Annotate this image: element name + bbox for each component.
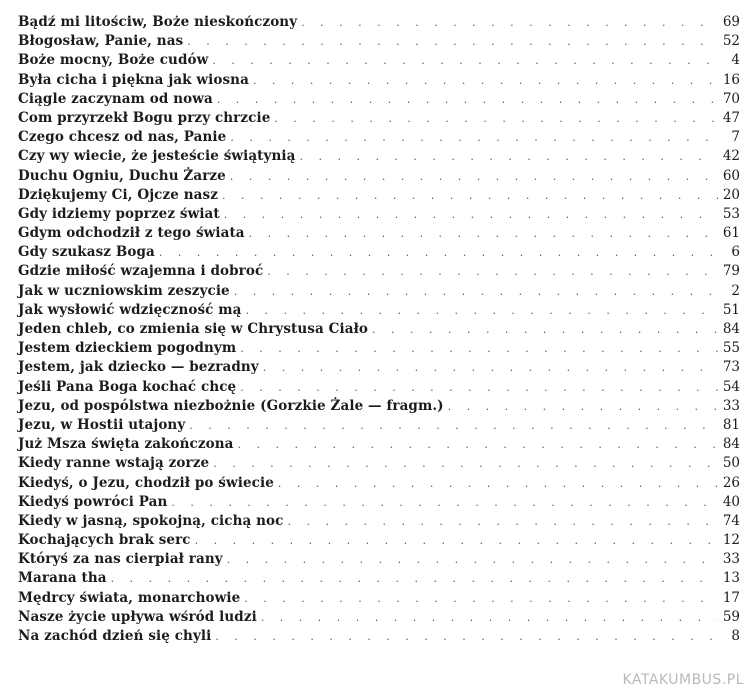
dot-leader — [226, 128, 718, 147]
entry-page-number: 84 — [722, 321, 740, 337]
entry-page-number: 60 — [722, 167, 740, 184]
entry-page-number: 53 — [722, 205, 740, 222]
dot-leader — [167, 493, 718, 512]
dot-leader — [240, 589, 718, 608]
dot-leader — [223, 550, 718, 569]
entry-page-number: 17 — [722, 589, 740, 606]
entry-page-number: 54 — [722, 378, 740, 395]
entry-title: Jezu, w Hostii utajony — [18, 416, 186, 433]
index-entry — [18, 301, 740, 320]
index-entry — [18, 32, 740, 51]
dot-leader — [208, 51, 718, 70]
entry-page-number: 33 — [722, 397, 740, 414]
entry-title: Kiedy w jasną, spokojną, cichą noc — [18, 512, 284, 529]
index-entry — [18, 51, 740, 70]
index-entry — [18, 627, 740, 646]
index-entry — [18, 224, 740, 243]
dot-leader — [185, 416, 718, 435]
entry-title: Gdym odchodził z tego świata — [18, 225, 245, 242]
entry-title: Boże mocny, Boże cudów — [18, 52, 209, 69]
entry-title: Kiedyś, o Jezu, chodził po świecie — [18, 474, 274, 491]
entry-title: Com przyrzekł Bogu przy chrzcie — [18, 109, 271, 126]
dot-leader — [249, 71, 718, 90]
index-entry — [18, 128, 740, 147]
index-entry — [18, 569, 740, 588]
entry-title: Któryś za nas cierpiał rany — [18, 551, 223, 568]
entry-title: Jak w uczniowskim zeszycie — [18, 282, 230, 299]
entry-page-number: 70 — [722, 90, 740, 107]
entry-page-number: 52 — [722, 33, 740, 50]
entry-page-number: 20 — [722, 186, 740, 203]
index-entry — [18, 167, 740, 186]
entry-title: Jestem dzieckiem pogodnym — [18, 340, 237, 357]
entry-title: Jeśli Pana Boga kochać chcę — [18, 378, 237, 395]
entry-page-number: 13 — [722, 570, 740, 587]
dot-leader — [245, 224, 718, 243]
entry-page-number: 61 — [722, 225, 740, 242]
dot-leader — [220, 205, 718, 224]
dot-leader — [155, 243, 718, 262]
dot-leader — [368, 320, 718, 339]
dot-leader — [242, 301, 718, 320]
index-entry — [18, 378, 740, 397]
entry-page-number: 69 — [722, 14, 740, 30]
index-entry — [18, 397, 740, 416]
entry-title: Ciągle zaczynam od nowa — [18, 90, 213, 107]
index-entry — [18, 109, 740, 128]
index-entry — [18, 531, 740, 550]
index-entry — [18, 262, 740, 281]
entry-page-number: 4 — [731, 52, 740, 69]
entry-page-number: 50 — [722, 455, 740, 472]
entry-title: Była cicha i piękna jak wiosna — [18, 71, 249, 88]
entry-title: Kiedy ranne wstają zorze — [18, 455, 210, 472]
dot-leader — [236, 339, 718, 358]
dot-leader — [209, 454, 718, 473]
entry-title: Na zachód dzień się chyli — [18, 628, 212, 644]
index-entry — [18, 608, 740, 627]
song-index — [18, 13, 740, 646]
dot-leader — [230, 282, 718, 301]
entry-page-number: 55 — [722, 340, 740, 357]
dot-leader — [236, 378, 718, 397]
entry-title: Bądź mi litościw, Boże nieskończony — [18, 14, 298, 30]
entry-page-number: 73 — [722, 359, 740, 376]
entry-title: Kiedyś powróci Pan — [18, 493, 168, 510]
dot-leader — [297, 13, 718, 32]
dot-leader — [226, 167, 718, 186]
index-entry — [18, 282, 740, 301]
index-entry — [18, 243, 740, 262]
entry-page-number: 16 — [722, 71, 740, 88]
entry-title: Marana tha — [18, 570, 107, 587]
entry-page-number: 51 — [722, 301, 740, 318]
entry-page-number: 79 — [722, 263, 740, 280]
entry-title: Dziękujemy Ci, Ojcze nasz — [18, 186, 218, 203]
index-entry — [18, 589, 740, 608]
index-entry — [18, 493, 740, 512]
dot-leader — [218, 186, 718, 205]
entry-title: Jeden chleb, co zmienia się w Chrystusa Ciało — [18, 321, 368, 337]
entry-title: Mędrcy świata, monarchowie — [18, 589, 241, 606]
index-entry — [18, 358, 740, 377]
index-entry — [18, 474, 740, 493]
index-entry — [18, 205, 740, 224]
index-entry — [18, 416, 740, 435]
entry-page-number: 2 — [731, 282, 740, 299]
entry-title: Jak wysłowić wdzięczność mą — [18, 301, 242, 318]
entry-title: Gdy idziemy poprzez świat — [18, 205, 220, 222]
index-entry — [18, 320, 740, 339]
dot-leader — [257, 608, 718, 627]
dot-leader — [274, 474, 718, 493]
entry-title: Jezu, od pospólstwa niezbożnie (Gorzkie Żale — fragm.) — [18, 397, 444, 414]
index-entry — [18, 186, 740, 205]
index-entry — [18, 454, 740, 473]
dot-leader — [270, 109, 718, 128]
entry-title: Kochających brak serc — [18, 532, 191, 549]
entry-title: Jestem, jak dziecko — bezradny — [18, 359, 259, 376]
dot-leader — [283, 512, 718, 531]
dot-leader — [259, 358, 718, 377]
index-entry — [18, 512, 740, 531]
entry-title: Błogosław, Panie, nas — [18, 33, 184, 50]
dot-leader — [213, 90, 718, 109]
index-entry — [18, 339, 740, 358]
entry-title: Czy wy wiecie, że jesteście świątynią — [18, 148, 296, 165]
watermark: KATAKUMBUS.PL — [622, 672, 744, 688]
entry-page-number: 40 — [722, 493, 740, 510]
dot-leader — [107, 569, 718, 588]
entry-page-number: 33 — [722, 551, 740, 568]
entry-title: Już Msza święta zakończona — [18, 436, 234, 453]
dot-leader — [183, 32, 718, 51]
entry-page-number: 59 — [722, 608, 740, 625]
dot-leader — [234, 435, 719, 454]
entry-title: Gdy szukasz Boga — [18, 244, 155, 261]
dot-leader — [444, 397, 718, 416]
entry-title: Gdzie miłość wzajemna i dobroć — [18, 263, 264, 280]
dot-leader — [211, 627, 718, 646]
entry-title: Czego chcesz od nas, Panie — [18, 129, 227, 146]
entry-page-number: 84 — [722, 436, 740, 453]
entry-page-number: 81 — [722, 416, 740, 433]
entry-page-number: 8 — [731, 628, 740, 644]
entry-page-number: 42 — [722, 148, 740, 165]
index-entry — [18, 13, 740, 32]
entry-page-number: 26 — [722, 474, 740, 491]
dot-leader — [191, 531, 718, 550]
index-entry — [18, 71, 740, 90]
entry-page-number: 47 — [722, 109, 740, 126]
entry-page-number: 7 — [731, 129, 740, 146]
index-entry — [18, 147, 740, 166]
dot-leader — [263, 262, 718, 281]
index-entry — [18, 550, 740, 569]
entry-title: Nasze życie upływa wśród ludzi — [18, 608, 257, 625]
entry-page-number: 74 — [722, 512, 740, 529]
dot-leader — [295, 147, 718, 166]
index-entry — [18, 90, 740, 109]
entry-title: Duchu Ogniu, Duchu Żarze — [18, 167, 226, 184]
entry-page-number: 12 — [722, 532, 740, 549]
index-entry — [18, 435, 740, 454]
entry-page-number: 6 — [731, 244, 740, 261]
